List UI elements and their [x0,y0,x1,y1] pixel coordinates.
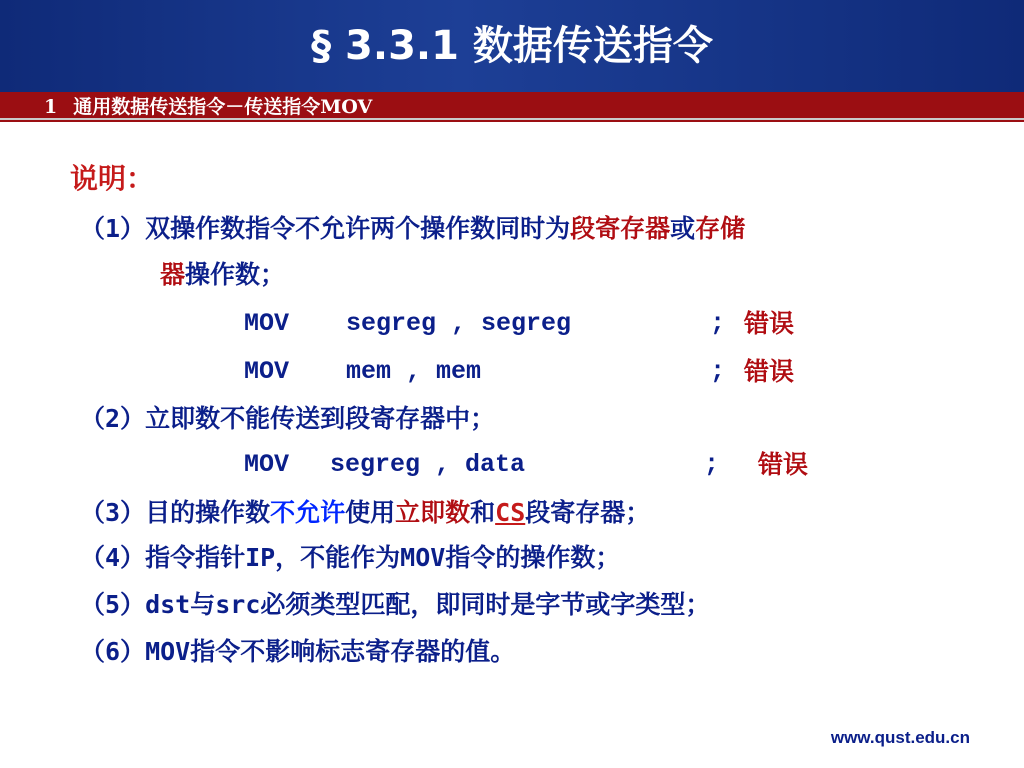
item-3 [80,496,650,530]
item-2-prefix: （2） [80,404,146,433]
item-3-cs: CS [495,498,526,527]
item-3-text-c: 和 [470,498,496,527]
code-1-semicolon: ; [710,309,726,338]
item-3-text-b: 使用 [345,498,396,527]
code-2-op: MOV [244,357,290,386]
code-3-semicolon: ; [704,450,720,479]
item-2-text: 立即数不能传送到段寄存器中； [145,404,496,433]
item-6 [80,635,515,669]
code-1-result: 错误 [744,309,795,338]
item-1-continued [160,258,285,292]
item-3-highlight-red: 立即数 [395,498,471,527]
item-5-text: dst与src必须类型匹配，即同时是字节或字类型； [145,590,711,619]
item-1-text-a: 双操作数指令不允许两个操作数同时为 [145,214,571,243]
code-1-op: MOV [244,309,290,338]
item-6-text: MOV指令不影响标志寄存器的值。 [145,637,516,666]
item-6-prefix: （6） [80,637,146,666]
code-line-1 [244,307,795,341]
item-5 [80,588,710,622]
code-line-3 [244,448,809,482]
subtitle-text: 通用数据传送指令－传送指令MOV [73,96,373,118]
item-1-highlight-b: 存储 [695,214,746,243]
item-4 [80,541,620,575]
item-5-prefix: （5） [80,590,146,619]
item-3-text-a: 目的操作数 [145,498,271,527]
item-3-prefix: （3） [80,498,146,527]
item-1-text-c: 操作数； [185,260,286,289]
code-2-result: 错误 [744,357,795,386]
item-3-highlight-blue: 不允许 [270,498,346,527]
item-1-text-b: 或 [670,214,696,243]
subtitle-number: 1 [44,96,58,118]
code-3-op: MOV [244,450,290,479]
section-heading: 说明： [70,162,155,195]
item-1 [80,212,745,246]
item-4-prefix: （4） [80,543,146,572]
footer-url: www.qust.edu.cn [830,728,970,747]
code-2-args: mem , mem [346,357,482,386]
item-2 [80,402,495,436]
code-2-semicolon: ; [710,357,726,386]
code-line-2 [244,355,795,389]
page-title: § 3.3.1 数据传送指令 [311,23,713,69]
code-3-result: 错误 [758,450,809,479]
item-1-prefix: （1） [80,214,146,243]
item-1-highlight-a: 段寄存器 [570,214,671,243]
code-1-args: segreg , segreg [346,309,572,338]
item-3-text-d: 段寄存器； [525,498,651,527]
item-4-text: 指令指针IP，不能作为MOV指令的操作数； [145,543,621,572]
code-3-args: segreg , data [330,450,526,479]
item-1-highlight-c: 器 [160,260,186,289]
